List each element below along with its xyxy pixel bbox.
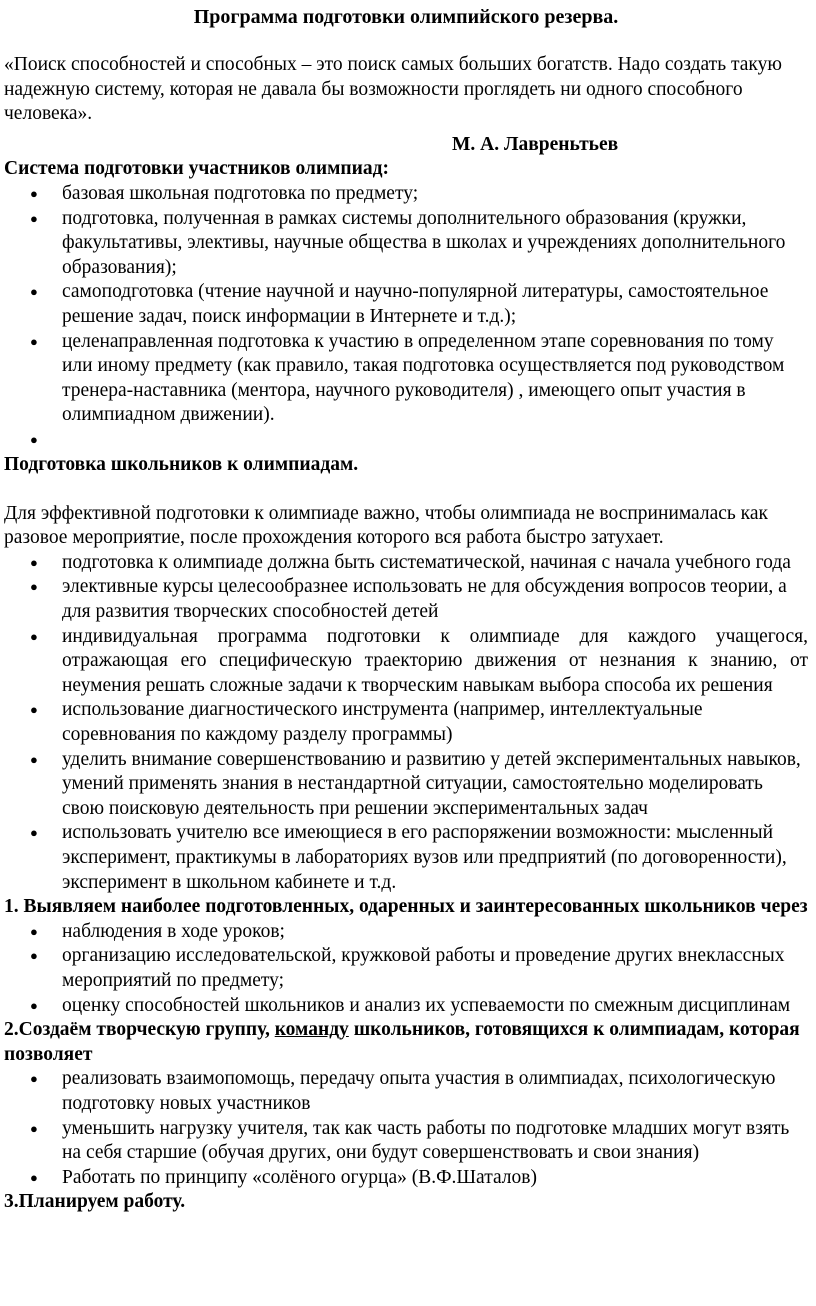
step2-heading-underlined: команду (274, 1019, 349, 1041)
list-item: ● Работать по принципу «солёного огурца» (В.Ф.Шаталов) (4, 1166, 808, 1191)
prep-intro: Для эффективной подготовки к олимпиаде важно, чтобы олимпиада не воспринималась как разовое мероприятие, после прохождения которого вся работа быстро затухает. (4, 502, 768, 549)
step2-heading (4, 1018, 808, 1067)
epigraph-author: М. А. Лавреньтьев (452, 133, 619, 155)
list-item: ● элективные курсы целесообразнее использовать не для обсуждения вопросов теории, а для развития творческих способностей детей (4, 575, 808, 624)
list-item: ● реализовать взаимопомощь, передачу опыта участия в олимпиадах, психологическую подготовку новых участников (4, 1067, 808, 1116)
list-item: ● использовать учителю все имеющиеся в его распоряжении возможности: мысленный эксперимент, практикумы в лабораториях вузов или предприятий (по договоренности), эксперимент в школьном кабинете и т.д. (4, 821, 808, 895)
list-item: ● организацию исследовательской, кружковой работы и проведение других внеклассных мероприятий по предмету; (4, 944, 808, 993)
system-heading: Система подготовки участников олимпиад: (4, 158, 389, 180)
step1-heading: 1. Выявляем наиболее подготовленных, одаренных и заинтересованных школьников через (4, 896, 808, 918)
prep-heading: Подготовка школьников к олимпиадам. (4, 453, 359, 475)
list-item: ● использование диагностического инструмента (например, интеллектуальные соревнования по каждому разделу программы) (4, 698, 808, 747)
list-item: ● уделить внимание совершенствованию и развитию у детей экспериментальных навыков, умений применять знания в нестандартной ситуации, самостоятельно моделировать свою поисковую деятельность при решении экспериментальных задач (4, 748, 808, 822)
prep-list (4, 551, 808, 895)
epigraph-quote: «Поиск способностей и способных – это поиск самых больших богатств. Надо создать такую надежную систему, которая не давала бы возможности проглядеть ни одного способного человека». (4, 54, 782, 125)
step1-list (4, 920, 808, 1018)
list-item: ● оценку способностей школьников и анализ их успеваемости по смежным дисциплинам (4, 994, 808, 1019)
list-item: ● уменьшить нагрузку учителя, так как часть работы по подготовке младших могут взять на себя старшие (обучая других, они будут совершенствовать и свои знания) (4, 1117, 808, 1166)
blank-line (4, 477, 808, 502)
list-item: ● подготовка к олимпиаде должна быть систематической, начиная с начала учебного года (4, 551, 808, 576)
step2-heading-end: школьников, готовящихся к олимпиадам, которая позволяет (4, 1019, 800, 1065)
step2-list (4, 1067, 808, 1190)
list-item: ● базовая школьная подготовка по предмету; (4, 182, 808, 207)
list-item: ● наблюдения в ходе уроков; (4, 920, 808, 945)
list-item: ● подготовка, полученная в рамках системы дополнительного образования (кружки, факультативы, элективы, научные общества в школах и учреждениях дополнительного образования); (4, 207, 808, 281)
system-list (4, 182, 808, 453)
empty-list-item (4, 428, 808, 453)
step2-heading-start: 2.Создаём творческую группу, (4, 1019, 275, 1041)
list-item: ● целенаправленная подготовка к участию в определенном этапе соревнования по тому или иному предмету (как правило, такая подготовка осуществляется под руководством тренера-наставника (ментора, научного руководителя) , имеющего опыт участия в олимпиадном движении). (4, 330, 808, 428)
list-item: ● самоподготовка (чтение научной и научно-популярной литературы, самостоятельное решение задач, поиск информации в Интернете и т.д.); (4, 280, 808, 329)
step3-heading: 3.Планируем работу. (4, 1191, 186, 1213)
document-title: Программа подготовки олимпийского резерва. (193, 6, 619, 28)
list-item: ● индивидуальная программа подготовки к олимпиаде для каждого учащегося, отражающая его специфическую траекторию движения от незнания к знанию, от неумения решать сложные задачи к творческим навыкам выбора способа их решения (4, 625, 808, 699)
